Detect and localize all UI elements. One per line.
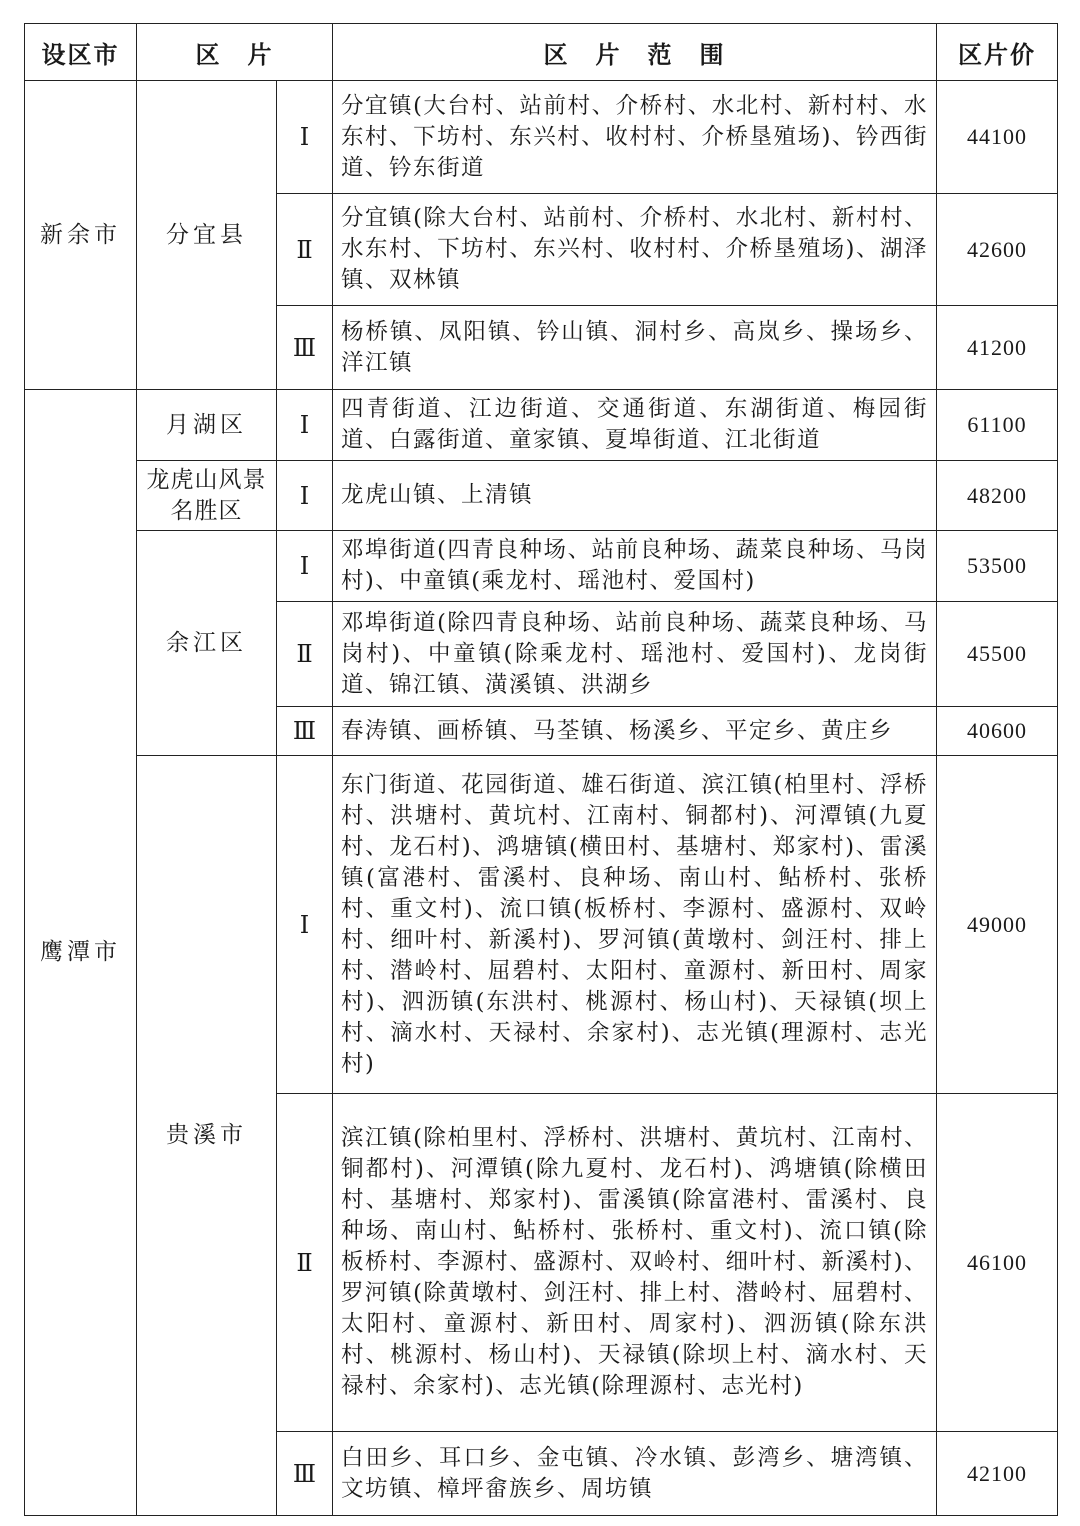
header-price: 区片价 <box>937 24 1058 81</box>
zone-tier: Ⅰ <box>277 390 333 461</box>
zone-price: 45500 <box>937 602 1058 707</box>
table-row <box>25 390 1058 461</box>
county-yujiang: 余江区 <box>137 531 277 756</box>
zone-price: 53500 <box>937 531 1058 602</box>
table-header-row <box>25 24 1058 81</box>
zone-price: 61100 <box>937 390 1058 461</box>
header-city: 设区市 <box>25 24 137 81</box>
zone-range: 白田乡、耳口乡、金屯镇、冷水镇、彭湾乡、塘湾镇、文坊镇、樟坪畲族乡、周坊镇 <box>333 1432 937 1516</box>
zone-tier: Ⅲ <box>277 1432 333 1516</box>
table-row <box>25 531 1058 602</box>
zone-price: 42100 <box>937 1432 1058 1516</box>
zone-tier: Ⅱ <box>277 1094 333 1432</box>
table-row <box>25 81 1058 194</box>
city-yingtan: 鹰潭市 <box>25 390 137 1516</box>
zone-price: 46100 <box>937 1094 1058 1432</box>
county-fenyi: 分宜县 <box>137 81 277 390</box>
zone-tier: Ⅰ <box>277 531 333 602</box>
zone-tier: Ⅱ <box>277 194 333 306</box>
zone-tier: Ⅰ <box>277 81 333 194</box>
zone-range: 邓埠街道(四青良种场、站前良种场、蔬菜良种场、马岗村)、中童镇(乘龙村、瑶池村、爱国村) <box>333 531 937 602</box>
header-district: 区 片 <box>137 24 333 81</box>
table-row <box>25 756 1058 1094</box>
zone-price: 48200 <box>937 461 1058 531</box>
zone-range: 滨江镇(除柏里村、浮桥村、洪塘村、黄坑村、江南村、铜都村)、河潭镇(除九夏村、龙石村)、鸿塘镇(除横田村、基塘村、郑家村)、雷溪镇(除富港村、雷溪村、良种场、南山村、鲇桥村、张桥村、重文村)、流口镇(除板桥村、李源村、盛源村、双岭村、细叶村、新溪村)、罗河镇(除黄墩村、剑汪村、排上村、潜岭村、屈碧村、太阳村、童源村、新田村、周家村)、泗沥镇(除东洪村、桃源村、杨山村)、天禄镇(除坝上村、滴水村、天禄村、余家村)、志光镇(除理源村、志光村) <box>333 1094 937 1432</box>
zone-price: 44100 <box>937 81 1058 194</box>
county-guixi: 贵溪市 <box>137 756 277 1516</box>
zone-range: 春涛镇、画桥镇、马荃镇、杨溪乡、平定乡、黄庄乡 <box>333 707 937 756</box>
header-range: 区 片 范 围 <box>333 24 937 81</box>
zone-tier: Ⅲ <box>277 707 333 756</box>
zone-range: 杨桥镇、凤阳镇、钤山镇、洞村乡、高岚乡、操场乡、洋江镇 <box>333 306 937 390</box>
zone-range: 邓埠街道(除四青良种场、站前良种场、蔬菜良种场、马岗村)、中童镇(除乘龙村、瑶池村、爱国村)、龙岗街道、锦江镇、潢溪镇、洪湖乡 <box>333 602 937 707</box>
zone-tier: Ⅰ <box>277 461 333 531</box>
zone-price: 49000 <box>937 756 1058 1094</box>
zone-range: 龙虎山镇、上清镇 <box>333 461 937 531</box>
zone-price: 40600 <box>937 707 1058 756</box>
zone-tier: Ⅱ <box>277 602 333 707</box>
city-xinyu: 新余市 <box>25 81 137 390</box>
zone-range: 分宜镇(大台村、站前村、介桥村、水北村、新村村、水东村、下坊村、东兴村、收村村、介桥垦殖场)、钤西街道、钤东街道 <box>333 81 937 194</box>
table-row <box>25 461 1058 531</box>
land-price-table <box>24 23 1058 1516</box>
zone-price: 42600 <box>937 194 1058 306</box>
zone-range: 分宜镇(除大台村、站前村、介桥村、水北村、新村村、水东村、下坊村、东兴村、收村村、介桥垦殖场)、湖泽镇、双林镇 <box>333 194 937 306</box>
county-longhushan: 龙虎山风景名胜区 <box>137 461 277 531</box>
zone-range: 东门街道、花园街道、雄石街道、滨江镇(柏里村、浮桥村、洪塘村、黄坑村、江南村、铜都村)、河潭镇(九夏村、龙石村)、鸿塘镇(横田村、基塘村、郑家村)、雷溪镇(富港村、雷溪村、良种场、南山村、鲇桥村、张桥村、重文村)、流口镇(板桥村、李源村、盛源村、双岭村、细叶村、新溪村)、罗河镇(黄墩村、剑汪村、排上村、潜岭村、屈碧村、太阳村、童源村、新田村、周家村)、泗沥镇(东洪村、桃源村、杨山村)、天禄镇(坝上村、滴水村、天禄村、余家村)、志光镇(理源村、志光村) <box>333 756 937 1094</box>
zone-tier: Ⅰ <box>277 756 333 1094</box>
zone-range: 四青街道、江边街道、交通街道、东湖街道、梅园街道、白露街道、童家镇、夏埠街道、江北街道 <box>333 390 937 461</box>
zone-price: 41200 <box>937 306 1058 390</box>
zone-tier: Ⅲ <box>277 306 333 390</box>
county-yuehu: 月湖区 <box>137 390 277 461</box>
